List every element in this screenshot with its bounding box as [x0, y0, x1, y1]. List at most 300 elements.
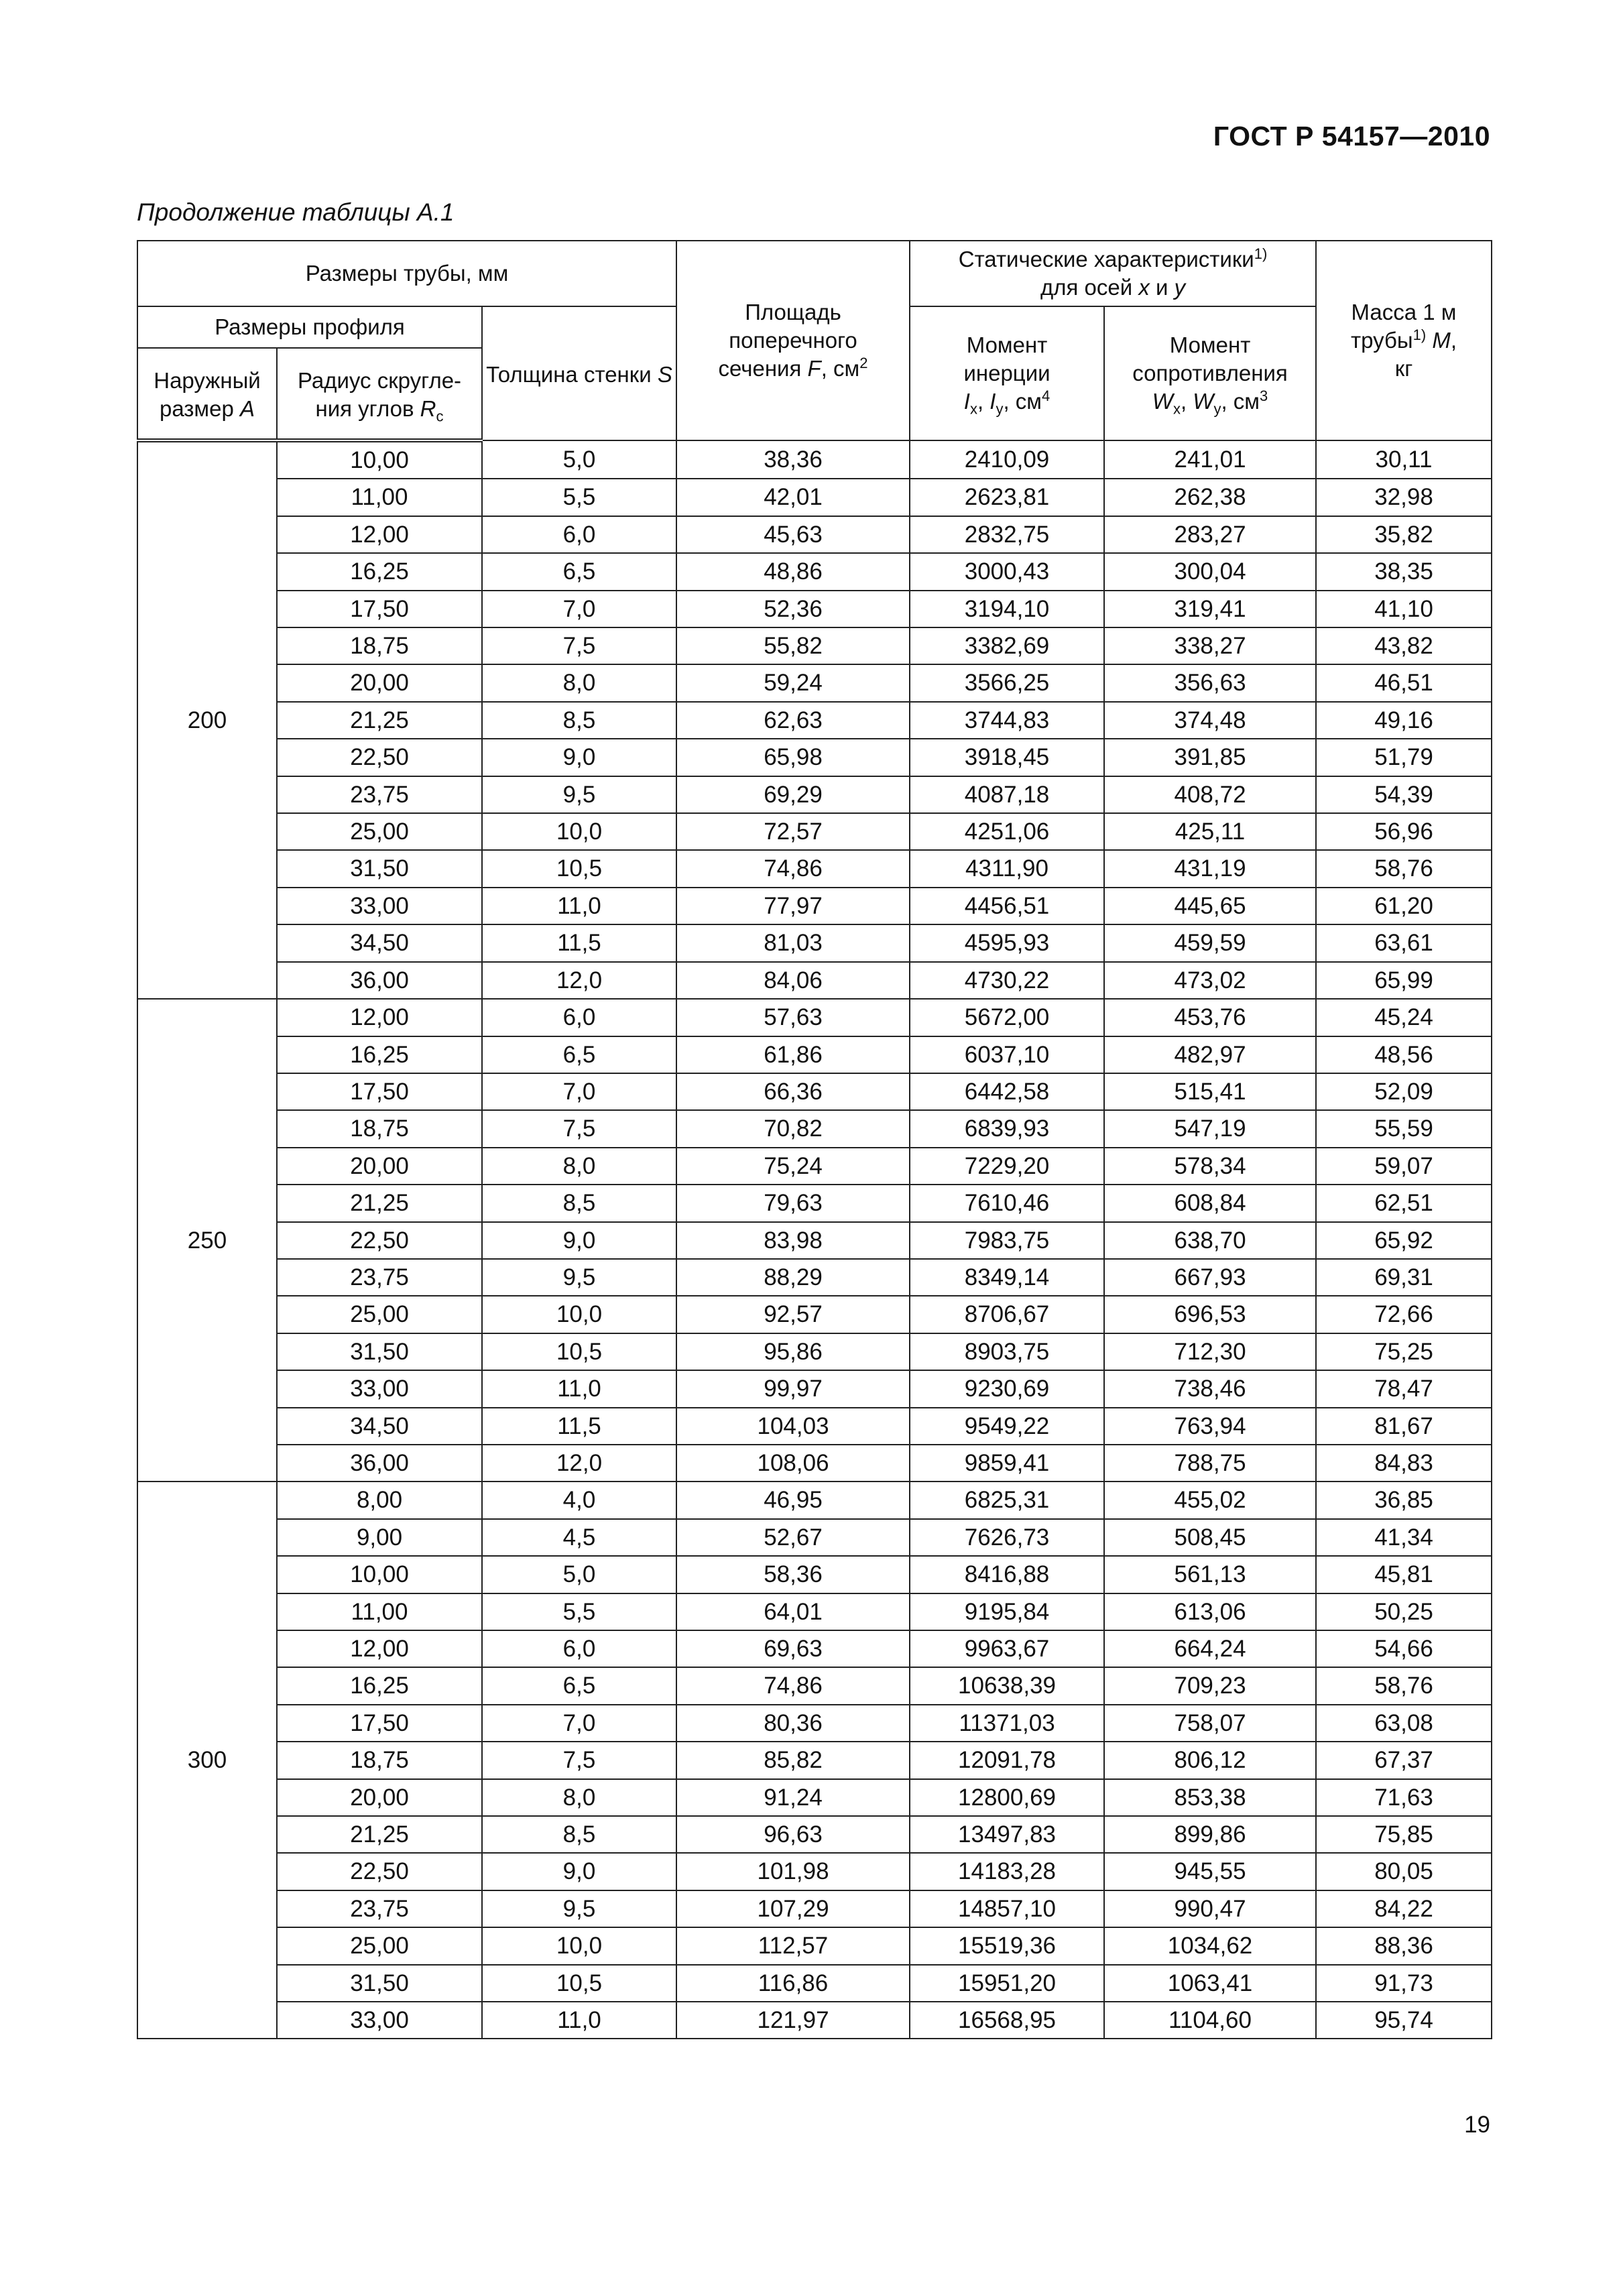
thickness-cell: 7,5 — [482, 1110, 676, 1147]
table-row — [137, 2002, 1492, 2039]
table-row — [137, 1630, 1492, 1667]
inertia-cell: 7229,20 — [910, 1148, 1104, 1185]
area-cell: 79,63 — [676, 1185, 910, 1221]
inertia-cell: 4595,93 — [910, 924, 1104, 961]
area-cell: 121,97 — [676, 2002, 910, 2039]
inertia-cell: 4311,90 — [910, 850, 1104, 887]
thickness-cell: 8,5 — [482, 1816, 676, 1853]
mass-cell: 41,34 — [1316, 1519, 1492, 1556]
area-cell: 52,67 — [676, 1519, 910, 1556]
header-area: Площадь поперечного сечения F, $см^2$ — [676, 241, 910, 440]
table-row — [137, 776, 1492, 813]
resistance-cell: 990,47 — [1104, 1890, 1316, 1927]
inertia-cell: 10638,39 — [910, 1667, 1104, 1704]
mass-cell: 71,63 — [1316, 1779, 1492, 1816]
area-cell: 57,63 — [676, 999, 910, 1036]
radius-cell: 22,50 — [277, 1853, 482, 1890]
table-row — [137, 1853, 1492, 1890]
mass-cell: 38,35 — [1316, 553, 1492, 590]
area-cell: 116,86 — [676, 1965, 910, 2002]
mass-cell: 58,76 — [1316, 850, 1492, 887]
resistance-cell: 763,94 — [1104, 1408, 1316, 1445]
thickness-cell: 5,0 — [482, 1556, 676, 1593]
table-row — [137, 440, 1492, 479]
header-outer-size: Наружный размер A — [137, 348, 277, 440]
radius-cell: 20,00 — [277, 664, 482, 701]
mass-cell: 36,85 — [1316, 1482, 1492, 1518]
inertia-cell: 11371,03 — [910, 1705, 1104, 1742]
resistance-cell: 738,46 — [1104, 1370, 1316, 1407]
mass-cell: 88,36 — [1316, 1927, 1492, 1964]
radius-cell: 31,50 — [277, 1333, 482, 1370]
inertia-cell: 14183,28 — [910, 1853, 1104, 1890]
inertia-cell: 7626,73 — [910, 1519, 1104, 1556]
outer-size-cell: 250 — [137, 999, 277, 1482]
inertia-cell: 8349,14 — [910, 1259, 1104, 1296]
area-cell: 77,97 — [676, 888, 910, 924]
area-cell: 69,63 — [676, 1630, 910, 1667]
resistance-cell: 445,65 — [1104, 888, 1316, 924]
thickness-cell: 9,5 — [482, 776, 676, 813]
radius-cell: 16,25 — [277, 553, 482, 590]
mass-cell: 65,92 — [1316, 1222, 1492, 1259]
resistance-cell: 319,41 — [1104, 591, 1316, 627]
thickness-cell: 7,5 — [482, 627, 676, 664]
area-cell: 70,82 — [676, 1110, 910, 1147]
area-cell: 92,57 — [676, 1296, 910, 1333]
table-row — [137, 1519, 1492, 1556]
table-row — [137, 1779, 1492, 1816]
thickness-cell: 6,5 — [482, 553, 676, 590]
header-pipe-dims: Размеры трубы, мм — [137, 241, 676, 306]
resistance-cell: 638,70 — [1104, 1222, 1316, 1259]
thickness-cell: 4,0 — [482, 1482, 676, 1518]
thickness-cell: 9,0 — [482, 739, 676, 776]
area-cell: 95,86 — [676, 1333, 910, 1370]
inertia-cell: 4456,51 — [910, 888, 1104, 924]
mass-cell: 84,22 — [1316, 1890, 1492, 1927]
mass-cell: 50,25 — [1316, 1593, 1492, 1630]
inertia-cell: 6825,31 — [910, 1482, 1104, 1518]
mass-cell: 45,81 — [1316, 1556, 1492, 1593]
table-row — [137, 1593, 1492, 1630]
inertia-cell: 3744,83 — [910, 702, 1104, 739]
mass-cell: 81,67 — [1316, 1408, 1492, 1445]
radius-cell: 20,00 — [277, 1779, 482, 1816]
resistance-cell: 283,27 — [1104, 516, 1316, 553]
table-row — [137, 1222, 1492, 1259]
area-cell: 45,63 — [676, 516, 910, 553]
thickness-cell: 5,5 — [482, 479, 676, 516]
resistance-cell: 667,93 — [1104, 1259, 1316, 1296]
table-caption: Продолжение таблицы А.1 — [137, 198, 455, 226]
mass-cell: 80,05 — [1316, 1853, 1492, 1890]
mass-cell: 63,61 — [1316, 924, 1492, 961]
thickness-cell: 6,5 — [482, 1667, 676, 1704]
table-body — [137, 440, 1492, 2039]
table-header — [137, 241, 1492, 440]
resistance-cell: 482,97 — [1104, 1036, 1316, 1073]
thickness-cell: 7,0 — [482, 1705, 676, 1742]
thickness-cell: 9,5 — [482, 1259, 676, 1296]
mass-cell: 62,51 — [1316, 1185, 1492, 1221]
inertia-cell: 8416,88 — [910, 1556, 1104, 1593]
inertia-cell: 5672,00 — [910, 999, 1104, 1036]
radius-cell: 10,00 — [277, 1556, 482, 1593]
inertia-cell: 6442,58 — [910, 1073, 1104, 1110]
mass-cell: 72,66 — [1316, 1296, 1492, 1333]
inertia-cell: 6037,10 — [910, 1036, 1104, 1073]
thickness-cell: 10,0 — [482, 1927, 676, 1964]
area-cell: 62,63 — [676, 702, 910, 739]
area-cell: 74,86 — [676, 1667, 910, 1704]
table-row — [137, 1408, 1492, 1445]
resistance-cell: 1063,41 — [1104, 1965, 1316, 2002]
radius-cell: 23,75 — [277, 776, 482, 813]
table-row — [137, 1742, 1492, 1778]
mass-cell: 54,66 — [1316, 1630, 1492, 1667]
area-cell: 80,36 — [676, 1705, 910, 1742]
area-cell: 81,03 — [676, 924, 910, 961]
radius-cell: 22,50 — [277, 739, 482, 776]
mass-cell: 63,08 — [1316, 1705, 1492, 1742]
mass-cell: 30,11 — [1316, 440, 1492, 479]
table-row — [137, 1296, 1492, 1333]
thickness-cell: 10,5 — [482, 1333, 676, 1370]
document-header: ГОСТ Р 54157—2010 — [1213, 121, 1490, 152]
thickness-cell: 7,0 — [482, 1073, 676, 1110]
inertia-cell: 4251,06 — [910, 813, 1104, 850]
radius-cell: 16,25 — [277, 1667, 482, 1704]
table-row — [137, 591, 1492, 627]
resistance-cell: 1104,60 — [1104, 2002, 1316, 2039]
table-row — [137, 924, 1492, 961]
thickness-cell: 5,0 — [482, 440, 676, 479]
area-cell: 75,24 — [676, 1148, 910, 1185]
resistance-cell: 425,11 — [1104, 813, 1316, 850]
table-row — [137, 702, 1492, 739]
thickness-cell: 11,0 — [482, 2002, 676, 2039]
resistance-cell: 578,34 — [1104, 1148, 1316, 1185]
area-cell: 65,98 — [676, 739, 910, 776]
inertia-cell: 15519,36 — [910, 1927, 1104, 1964]
thickness-cell: 9,0 — [482, 1853, 676, 1890]
resistance-cell: 508,45 — [1104, 1519, 1316, 1556]
area-cell: 52,36 — [676, 591, 910, 627]
thickness-cell: 6,0 — [482, 516, 676, 553]
inertia-cell: 12091,78 — [910, 1742, 1104, 1778]
radius-cell: 33,00 — [277, 888, 482, 924]
header-radius: Радиус скругле- ния углов $R_c$ — [277, 348, 482, 440]
mass-cell: 61,20 — [1316, 888, 1492, 924]
area-cell: 99,97 — [676, 1370, 910, 1407]
resistance-cell: 613,06 — [1104, 1593, 1316, 1630]
area-cell: 58,36 — [676, 1556, 910, 1593]
header-inertia: Момент инерции $I_x$, $I_y$, $см^4$ — [910, 306, 1104, 440]
resistance-cell: 945,55 — [1104, 1853, 1316, 1890]
radius-cell: 21,25 — [277, 1185, 482, 1221]
page-number: 19 — [1464, 2112, 1490, 2138]
resistance-cell: 696,53 — [1104, 1296, 1316, 1333]
thickness-cell: 8,5 — [482, 702, 676, 739]
mass-cell: 43,82 — [1316, 627, 1492, 664]
resistance-cell: 709,23 — [1104, 1667, 1316, 1704]
radius-cell: 23,75 — [277, 1259, 482, 1296]
resistance-cell: 1034,62 — [1104, 1927, 1316, 1964]
inertia-cell: 2623,81 — [910, 479, 1104, 516]
inertia-cell: 8903,75 — [910, 1333, 1104, 1370]
radius-cell: 25,00 — [277, 813, 482, 850]
table-row — [137, 850, 1492, 887]
inertia-cell: 3382,69 — [910, 627, 1104, 664]
radius-cell: 22,50 — [277, 1222, 482, 1259]
area-cell: 61,86 — [676, 1036, 910, 1073]
resistance-cell: 853,38 — [1104, 1779, 1316, 1816]
thickness-cell: 11,0 — [482, 1370, 676, 1407]
table-row — [137, 1556, 1492, 1593]
radius-cell: 11,00 — [277, 1593, 482, 1630]
table-row — [137, 1036, 1492, 1073]
table-row — [137, 1667, 1492, 1704]
area-cell: 104,03 — [676, 1408, 910, 1445]
area-cell: 112,57 — [676, 1927, 910, 1964]
inertia-cell: 2410,09 — [910, 440, 1104, 479]
thickness-cell: 8,0 — [482, 664, 676, 701]
table-row — [137, 962, 1492, 999]
thickness-cell: 12,0 — [482, 1445, 676, 1482]
mass-cell: 78,47 — [1316, 1370, 1492, 1407]
mass-cell: 51,79 — [1316, 739, 1492, 776]
thickness-cell: 12,0 — [482, 962, 676, 999]
thickness-cell: 7,0 — [482, 591, 676, 627]
mass-cell: 65,99 — [1316, 962, 1492, 999]
mass-cell: 56,96 — [1316, 813, 1492, 850]
thickness-cell: 9,5 — [482, 1890, 676, 1927]
table-row — [137, 627, 1492, 664]
mass-cell: 49,16 — [1316, 702, 1492, 739]
table-row — [137, 1482, 1492, 1518]
resistance-cell: 408,72 — [1104, 776, 1316, 813]
mass-cell: 91,73 — [1316, 1965, 1492, 2002]
inertia-cell: 3918,45 — [910, 739, 1104, 776]
resistance-cell: 300,04 — [1104, 553, 1316, 590]
radius-cell: 18,75 — [277, 1110, 482, 1147]
thickness-cell: 10,5 — [482, 850, 676, 887]
mass-cell: 35,82 — [1316, 516, 1492, 553]
radius-cell: 34,50 — [277, 924, 482, 961]
inertia-cell: 7610,46 — [910, 1185, 1104, 1221]
table-row — [137, 1816, 1492, 1853]
mass-cell: 55,59 — [1316, 1110, 1492, 1147]
radius-cell: 17,50 — [277, 1705, 482, 1742]
resistance-cell: 241,01 — [1104, 440, 1316, 479]
resistance-cell: 806,12 — [1104, 1742, 1316, 1778]
resistance-cell: 374,48 — [1104, 702, 1316, 739]
inertia-cell: 14857,10 — [910, 1890, 1104, 1927]
radius-cell: 31,50 — [277, 850, 482, 887]
mass-cell: 45,24 — [1316, 999, 1492, 1036]
table-row — [137, 1148, 1492, 1185]
thickness-cell: 11,0 — [482, 888, 676, 924]
radius-cell: 18,75 — [277, 627, 482, 664]
resistance-cell: 455,02 — [1104, 1482, 1316, 1518]
radius-cell: 16,25 — [277, 1036, 482, 1073]
table-row — [137, 664, 1492, 701]
inertia-cell: 6839,93 — [910, 1110, 1104, 1147]
table-row — [137, 1073, 1492, 1110]
radius-cell: 12,00 — [277, 1630, 482, 1667]
mass-cell: 59,07 — [1316, 1148, 1492, 1185]
inertia-cell: 9549,22 — [910, 1408, 1104, 1445]
inertia-cell: 3194,10 — [910, 591, 1104, 627]
table-row — [137, 479, 1492, 516]
resistance-cell: 459,59 — [1104, 924, 1316, 961]
inertia-cell: 3566,25 — [910, 664, 1104, 701]
radius-cell: 12,00 — [277, 516, 482, 553]
resistance-cell: 899,86 — [1104, 1816, 1316, 1853]
outer-size-cell: 200 — [137, 440, 277, 999]
area-cell: 96,63 — [676, 1816, 910, 1853]
radius-cell: 9,00 — [277, 1519, 482, 1556]
radius-cell: 31,50 — [277, 1965, 482, 2002]
area-cell: 107,29 — [676, 1890, 910, 1927]
radius-cell: 36,00 — [277, 962, 482, 999]
table-row — [137, 813, 1492, 850]
header-profile-dims: Размеры профиля — [137, 306, 482, 348]
thickness-cell: 6,0 — [482, 999, 676, 1036]
thickness-cell: 6,0 — [482, 1630, 676, 1667]
resistance-cell: 515,41 — [1104, 1073, 1316, 1110]
thickness-cell: 9,0 — [482, 1222, 676, 1259]
mass-cell: 46,51 — [1316, 664, 1492, 701]
thickness-cell: 6,5 — [482, 1036, 676, 1073]
inertia-cell: 12800,69 — [910, 1779, 1104, 1816]
radius-cell: 21,25 — [277, 702, 482, 739]
area-cell: 48,86 — [676, 553, 910, 590]
mass-cell: 67,37 — [1316, 1742, 1492, 1778]
radius-cell: 25,00 — [277, 1296, 482, 1333]
table-row — [137, 1705, 1492, 1742]
radius-cell: 23,75 — [277, 1890, 482, 1927]
area-cell: 83,98 — [676, 1222, 910, 1259]
area-cell: 59,24 — [676, 664, 910, 701]
table-row — [137, 553, 1492, 590]
radius-cell: 21,25 — [277, 1816, 482, 1853]
area-cell: 55,82 — [676, 627, 910, 664]
header-thickness: Толщина стенки S — [482, 306, 676, 440]
mass-cell: 52,09 — [1316, 1073, 1492, 1110]
area-cell: 38,36 — [676, 440, 910, 479]
inertia-cell: 13497,83 — [910, 1816, 1104, 1853]
header-mass: Масса 1 м трубы$^{1)}$ M, кг — [1316, 241, 1492, 440]
inertia-cell: 9195,84 — [910, 1593, 1104, 1630]
inertia-cell: 4730,22 — [910, 962, 1104, 999]
area-cell: 91,24 — [676, 1779, 910, 1816]
table-row — [137, 1185, 1492, 1221]
table-row — [137, 1890, 1492, 1927]
table-row — [137, 1445, 1492, 1482]
inertia-cell: 3000,43 — [910, 553, 1104, 590]
table-row — [137, 999, 1492, 1036]
inertia-cell: 2832,75 — [910, 516, 1104, 553]
resistance-cell: 664,24 — [1104, 1630, 1316, 1667]
radius-cell: 25,00 — [277, 1927, 482, 1964]
resistance-cell: 431,19 — [1104, 850, 1316, 887]
thickness-cell: 8,0 — [482, 1779, 676, 1816]
thickness-cell: 11,5 — [482, 924, 676, 961]
radius-cell: 33,00 — [277, 1370, 482, 1407]
area-cell: 72,57 — [676, 813, 910, 850]
area-cell: 85,82 — [676, 1742, 910, 1778]
resistance-cell: 788,75 — [1104, 1445, 1316, 1482]
inertia-cell: 9230,69 — [910, 1370, 1104, 1407]
area-cell: 69,29 — [676, 776, 910, 813]
inertia-cell: 9859,41 — [910, 1445, 1104, 1482]
thickness-cell: 10,0 — [482, 813, 676, 850]
radius-cell: 18,75 — [277, 1742, 482, 1778]
thickness-cell: 7,5 — [482, 1742, 676, 1778]
table-row — [137, 1110, 1492, 1147]
area-cell: 74,86 — [676, 850, 910, 887]
outer-size-cell: 300 — [137, 1482, 277, 2039]
table-row — [137, 516, 1492, 553]
table-row — [137, 1259, 1492, 1296]
inertia-cell: 9963,67 — [910, 1630, 1104, 1667]
resistance-cell: 391,85 — [1104, 739, 1316, 776]
mass-cell: 32,98 — [1316, 479, 1492, 516]
resistance-cell: 473,02 — [1104, 962, 1316, 999]
resistance-cell: 547,19 — [1104, 1110, 1316, 1147]
radius-cell: 10,00 — [277, 440, 482, 479]
resistance-cell: 453,76 — [1104, 999, 1316, 1036]
area-cell: 84,06 — [676, 962, 910, 999]
resistance-cell: 356,63 — [1104, 664, 1316, 701]
area-cell: 46,95 — [676, 1482, 910, 1518]
radius-cell: 34,50 — [277, 1408, 482, 1445]
resistance-cell: 608,84 — [1104, 1185, 1316, 1221]
thickness-cell: 8,5 — [482, 1185, 676, 1221]
table-row — [137, 1370, 1492, 1407]
mass-cell: 58,76 — [1316, 1667, 1492, 1704]
thickness-cell: 11,5 — [482, 1408, 676, 1445]
table-row — [137, 739, 1492, 776]
inertia-cell: 8706,67 — [910, 1296, 1104, 1333]
resistance-cell: 338,27 — [1104, 627, 1316, 664]
table-row — [137, 1965, 1492, 2002]
resistance-cell: 712,30 — [1104, 1333, 1316, 1370]
resistance-cell: 758,07 — [1104, 1705, 1316, 1742]
resistance-cell: 262,38 — [1104, 479, 1316, 516]
header-static-characteristics: Статические характеристики$^{1)}$ для осей x и y — [910, 241, 1316, 306]
mass-cell: 48,56 — [1316, 1036, 1492, 1073]
mass-cell: 41,10 — [1316, 591, 1492, 627]
inertia-cell: 4087,18 — [910, 776, 1104, 813]
thickness-cell: 5,5 — [482, 1593, 676, 1630]
radius-cell: 11,00 — [277, 479, 482, 516]
thickness-cell: 10,0 — [482, 1296, 676, 1333]
radius-cell: 12,00 — [277, 999, 482, 1036]
mass-cell: 69,31 — [1316, 1259, 1492, 1296]
radius-cell: 36,00 — [277, 1445, 482, 1482]
radius-cell: 17,50 — [277, 1073, 482, 1110]
table-row — [137, 888, 1492, 924]
table-row — [137, 1927, 1492, 1964]
inertia-cell: 15951,20 — [910, 1965, 1104, 2002]
resistance-cell: 561,13 — [1104, 1556, 1316, 1593]
area-cell: 64,01 — [676, 1593, 910, 1630]
inertia-cell: 16568,95 — [910, 2002, 1104, 2039]
data-table — [137, 240, 1492, 2039]
